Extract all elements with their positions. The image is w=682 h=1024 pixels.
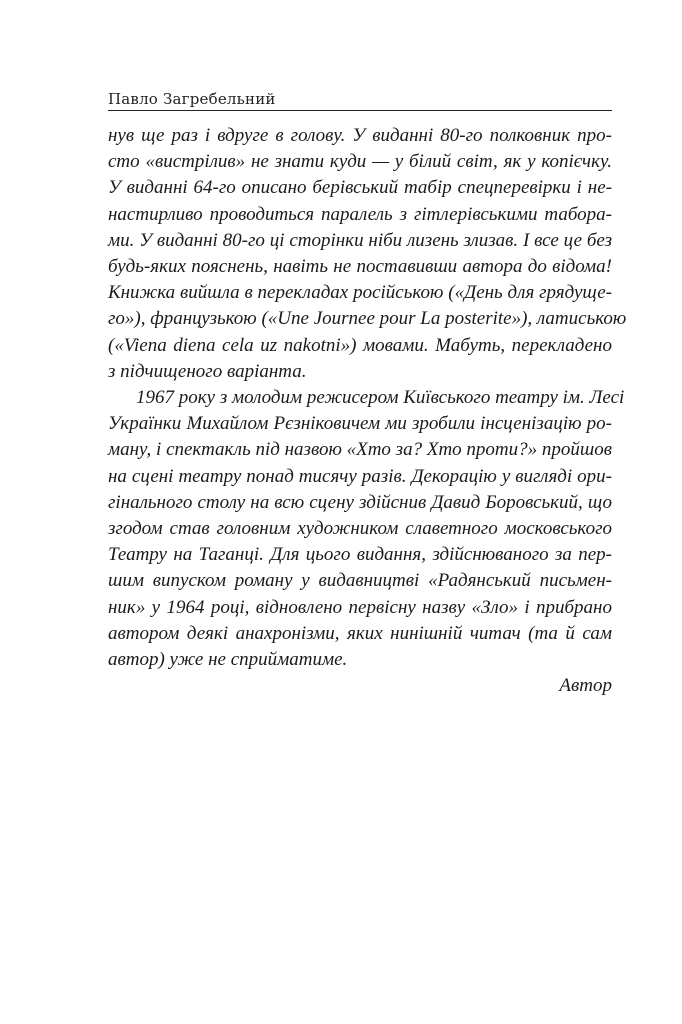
- text-line: з підчищеного варіанта.: [108, 360, 307, 382]
- text-line: ману, і спектакль під назвою «Хто за? Хто проти?» пройшов: [108, 439, 612, 461]
- header-rule: [108, 110, 612, 111]
- text-line: Українки Михайлом Рєзніковичем ми зробили інсценізацію ро-: [108, 413, 612, 435]
- body-text: [108, 123, 627, 699]
- text-line: автор) уже не сприйматиме.: [108, 649, 348, 671]
- text-line: на сцені театру понад тисячу разів. Декорацію у вигляді ори-: [108, 465, 612, 487]
- text-line: настирливо проводиться паралель з гітлерівськими табора-: [108, 203, 612, 225]
- text-line: У виданні 64-го описано берівський табір спецперевірки і не-: [108, 177, 612, 199]
- paragraph-1: [108, 123, 627, 385]
- text-line: шим випуском роману у видавництві «Радянський письмен-: [108, 570, 612, 592]
- text-line: гінального столу на всю сцену здійснив Давид Боровський, що: [108, 491, 612, 513]
- text-line: нув ще раз і вдруге в голову. У виданні 80-го полковник про-: [108, 125, 612, 146]
- running-head: Павло Загребельний: [108, 90, 276, 108]
- text-line: го»), французькою («Une Journee pour La posterite»), латиською: [108, 308, 627, 330]
- paragraph-2: [108, 385, 625, 673]
- text-line: сто «вистрілив» не знати куди — у білий світ, як у копієчку.: [108, 151, 612, 173]
- text-line: («Viena diena cela uz nakotni») мовами. Мабуть, перекладено: [108, 334, 612, 356]
- author-signature: Автор: [559, 675, 612, 697]
- text-line: ник» у 1964 році, відновлено первісну назву «Зло» і прибрано: [108, 596, 612, 618]
- text-line: будь-яких пояснень, навіть не поставивши автора до відома!: [108, 256, 612, 278]
- text-line: згодом став головним художником славетного московського: [108, 518, 612, 540]
- text-line: Театру на Таганці. Для цього видання, здійснюваного за пер-: [108, 544, 612, 566]
- text-line: ми. У виданні 80-го ці сторінки ніби лизень злизав. І все це без: [108, 229, 612, 251]
- text-line: автором деякі анахронізми, яких нинішній читач (та й сам: [108, 622, 612, 644]
- text-line: 1967 року з молодим режисером Київського театру ім. Лесі: [136, 387, 625, 409]
- text-line: Книжка вийшла в перекладах російською («День для грядуще-: [108, 282, 612, 304]
